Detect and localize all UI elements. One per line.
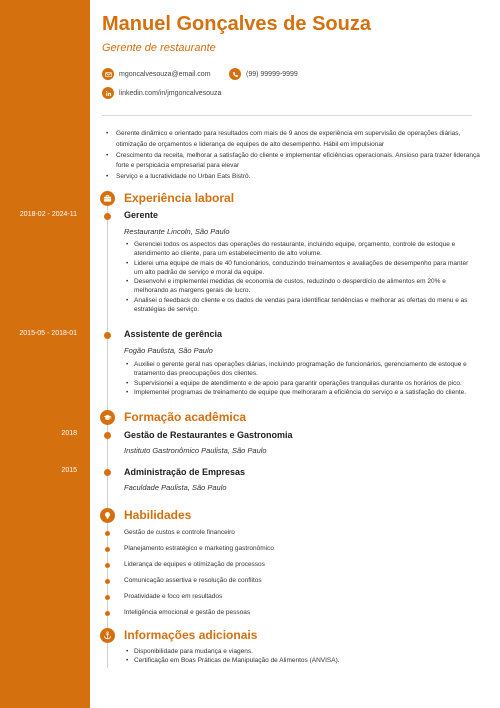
additional-item: • Disponibilidade para mudança e viagens. [132, 647, 472, 656]
education-degree: Gestão de Restaurantes e Gastronomia [124, 430, 293, 440]
contact-linkedin-text: linkedin.com/in/jmgoncalvesouza [119, 89, 222, 97]
experience-bullet: • Auxiliei o gerente geral nas operações diárias, incluindo programação de funcionários, gerenciamento de estoque e tratamento das preocupações dos clientes. [132, 360, 472, 379]
resume-name: Manuel Gonçalves de Souza [102, 13, 371, 35]
education-year: 2015 [61, 467, 77, 474]
experience-bullet: • Implementei programas de treinamento de equipe que melhoraram a eficiência do serviço e a satisfação do cliente. [132, 388, 472, 397]
experience-bullet: • Liderei uma equipe de mais de 40 funcionários, conduzindo treinamentos e avaliações de desempenho para manter um alto padrão de serviço e moral da equipe. [132, 259, 472, 278]
timeline-dot [105, 531, 110, 536]
timeline-dot [104, 213, 111, 220]
experience-bullets [132, 360, 472, 397]
section-title-skills: Habilidades [124, 508, 192, 522]
skill-item: Proatividade e foco em resultados [124, 593, 223, 600]
phone-icon [229, 68, 241, 80]
summary-item: • Crescimento da receita, melhorar a satisfação do cliente e implementar eficiências operacionais. Ansioso para trazer liderança forte e perspicácia empresarial para elevar [110, 151, 480, 173]
contact-linkedin[interactable] [102, 87, 221, 99]
contact-phone[interactable] [229, 68, 298, 80]
timeline-dot [105, 547, 110, 552]
timeline-dot [104, 332, 111, 339]
summary-list [110, 129, 480, 183]
header-divider [102, 115, 472, 116]
experience-bullet: • Gerenciei todos os aspectos das operações do restaurante, incluindo equipe, orçamento, controle de estoque e atendimento ao cliente, para um estabelecimento de alto volume. [132, 240, 472, 259]
experience-dates: 2018-02 - 2024-11 [19, 211, 77, 218]
experience-company: Restaurante Lincoln, São Paulo [124, 227, 230, 236]
section-title-education: Formação acadêmica [124, 410, 247, 424]
experience-bullets [132, 240, 472, 314]
contact-email-text: mgoncalvesouza@email.com [119, 70, 211, 78]
education-year: 2018 [61, 430, 77, 437]
summary-item: • Serviço e a lucratividade no Urban Eats Bistrô. [110, 172, 480, 183]
lightbulb-icon [100, 508, 115, 523]
timeline-dot [105, 611, 110, 616]
skill-item: Liderança de equipes e otimização de processos [124, 561, 265, 568]
skill-item: Inteligência emocional e gestão de pessoas [124, 609, 251, 616]
briefcase-icon [100, 191, 115, 206]
timeline-dot [104, 469, 111, 476]
skill-item: Planejamento estratégico e marketing gastronômico [124, 545, 274, 552]
timeline-dot [104, 432, 111, 439]
section-title-additional: Informações adicionais [124, 628, 258, 642]
education-school: Faculdade Paulista, São Paulo [124, 483, 227, 492]
additional-list [132, 647, 472, 666]
experience-bullet: • Supervisionei a equipe de atendimento e de apoio para garantir operações tranquilas durante os horários de pico. [132, 379, 472, 388]
anchor-icon [100, 628, 115, 643]
section-title-experience: Experiência laboral [124, 191, 235, 205]
skill-item: Gestão de custos e controle financeiro [124, 529, 235, 536]
skill-item: Comunicação assertiva e resolução de conflitos [124, 577, 262, 584]
linkedin-icon [102, 87, 114, 99]
experience-title: Gerente [124, 210, 159, 220]
additional-item: • Certificação em Boas Práticas de Manipulação de Alimentos (ANVISA). [132, 656, 472, 665]
sidebar [0, 0, 90, 708]
experience-bullet: • Analisei o feedback do cliente e os dados de vendas para identificar tendências e melhorar as ofertas do menu e as estratégias de serviço. [132, 296, 472, 315]
education-school: Instituto Gastronômico Paulista, São Paulo [124, 446, 267, 455]
graduation-cap-icon [100, 410, 115, 425]
summary-item: • Gerente dinâmico e orientado para resultados com mais de 9 anos de experiência em supervisão de operações diárias, otimização de orçamentos e liderança de equipes de alto desempenho. Hábil em impulsionar [110, 129, 480, 151]
education-degree: Administração de Empresas [124, 467, 246, 477]
timeline-dot [105, 579, 110, 584]
envelope-icon [102, 68, 114, 80]
contact-phone-text: (99) 99999-9999 [246, 70, 298, 78]
experience-bullet: • Desenvolvi e implementei medidas de economia de custos, reduzindo o desperdício de alimentos em 20% e melhorando as margens gerais de lucro. [132, 277, 472, 296]
experience-dates: 2015-05 - 2018-01 [19, 330, 77, 337]
experience-company: Fogão Paulista, São Paulo [124, 346, 213, 355]
timeline-dot [105, 595, 110, 600]
experience-title: Assistente de gerência [124, 329, 223, 339]
contact-email[interactable] [102, 68, 211, 80]
resume-role: Gerente de restaurante [102, 42, 216, 54]
timeline-dot [105, 563, 110, 568]
